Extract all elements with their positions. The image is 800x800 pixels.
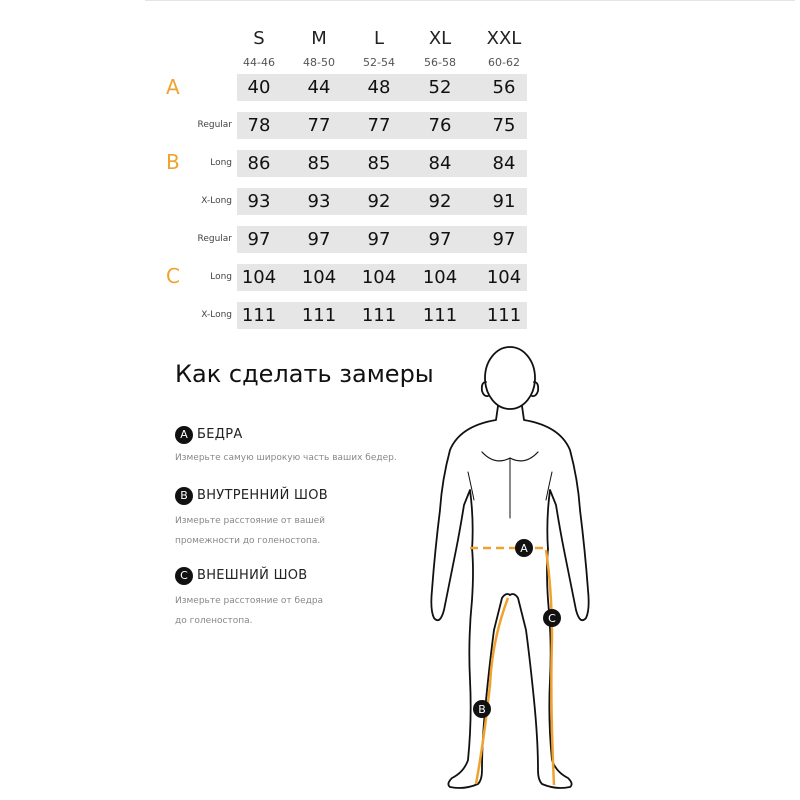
howto-title: Как сделать замеры	[175, 360, 434, 388]
table-cell: 48	[367, 77, 391, 98]
measure-desc	[175, 591, 323, 631]
row-label: Regular	[197, 234, 232, 244]
size-name: XXL	[486, 28, 522, 49]
size-name: XL	[428, 28, 452, 49]
size-range: 52-54	[363, 56, 395, 69]
table-cell: 104	[486, 267, 522, 288]
badge-c: C	[175, 567, 193, 585]
row-label: X-Long	[201, 196, 232, 206]
marker-b	[473, 700, 491, 718]
measure-desc-line: до голеностопа.	[175, 616, 253, 626]
marker-label: B	[478, 703, 486, 716]
table-cell: 75	[492, 115, 516, 136]
row-label: Long	[210, 158, 232, 168]
table-cell: 92	[367, 191, 391, 212]
table-cell: 85	[367, 153, 391, 174]
table-cell: 84	[428, 153, 452, 174]
table-cell: 97	[367, 229, 391, 250]
table-cell: 111	[361, 305, 397, 326]
measure-item-hips	[175, 424, 243, 444]
table-cell: 92	[428, 191, 452, 212]
marker-label: C	[548, 612, 556, 625]
group-letter-a: A	[166, 75, 180, 99]
table-cell: 104	[361, 267, 397, 288]
table-cell: 76	[428, 115, 452, 136]
size-range: 60-62	[488, 56, 520, 69]
table-cell: 84	[492, 153, 516, 174]
measure-desc	[175, 511, 325, 551]
row-label: Regular	[197, 120, 232, 130]
table-cell: 86	[247, 153, 271, 174]
table-cell: 104	[241, 267, 277, 288]
table-cell: 97	[492, 229, 516, 250]
table-cell: 77	[367, 115, 391, 136]
badge-b: B	[175, 487, 193, 505]
table-cell: 97	[247, 229, 271, 250]
measure-desc-line: Измерьте расстояние от вашей	[175, 516, 325, 526]
body-outline	[431, 347, 588, 788]
table-cell: 44	[307, 77, 331, 98]
inseam-line	[476, 598, 508, 784]
table-cell: 93	[247, 191, 271, 212]
measure-desc-line: промежности до голеностопа.	[175, 536, 321, 546]
table-cell: 91	[492, 191, 516, 212]
row-label: Long	[210, 272, 232, 282]
measure-desc-line: Измерьте расстояние от бедра	[175, 596, 324, 606]
size-name: L	[373, 28, 385, 49]
badge-a: A	[175, 426, 193, 444]
table-cell: 111	[301, 305, 337, 326]
group-letter-b: B	[166, 150, 180, 174]
group-letter-c: C	[166, 264, 180, 288]
table-cell: 111	[486, 305, 522, 326]
top-divider	[0, 0, 800, 6]
size-range: 48-50	[303, 56, 335, 69]
table-cell: 85	[307, 153, 331, 174]
table-cell: 93	[307, 191, 331, 212]
table-cell: 52	[428, 77, 452, 98]
measure-title: ВНЕШНИЙ ШОВ	[197, 568, 308, 583]
measure-desc-line: Измерьте самую широкую часть ваших бедер.	[175, 453, 397, 463]
size-name: M	[311, 28, 327, 49]
table-cell: 56	[492, 77, 516, 98]
measure-lines	[470, 548, 554, 785]
table-cell: 111	[422, 305, 458, 326]
measure-item-inseam	[175, 485, 328, 505]
size-range: 44-46	[243, 56, 275, 69]
row-label: X-Long	[201, 310, 232, 320]
table-cell: 104	[422, 267, 458, 288]
marker-c	[543, 609, 561, 627]
table-cell: 78	[247, 115, 271, 136]
measure-item-outseam	[175, 565, 308, 585]
measure-title: БЕДРА	[197, 427, 243, 442]
table-cell: 97	[307, 229, 331, 250]
measure-desc	[175, 448, 397, 468]
marker-label: A	[520, 542, 528, 555]
table-cell: 111	[241, 305, 277, 326]
size-range: 56-58	[424, 56, 456, 69]
marker-a	[515, 539, 533, 557]
table-cell: 97	[428, 229, 452, 250]
table-cell: 77	[307, 115, 331, 136]
table-cell: 104	[301, 267, 337, 288]
measure-title: ВНУТРЕННИЙ ШОВ	[197, 488, 328, 503]
table-cell: 40	[247, 77, 271, 98]
size-name: S	[253, 28, 265, 49]
body-figure	[420, 340, 600, 795]
